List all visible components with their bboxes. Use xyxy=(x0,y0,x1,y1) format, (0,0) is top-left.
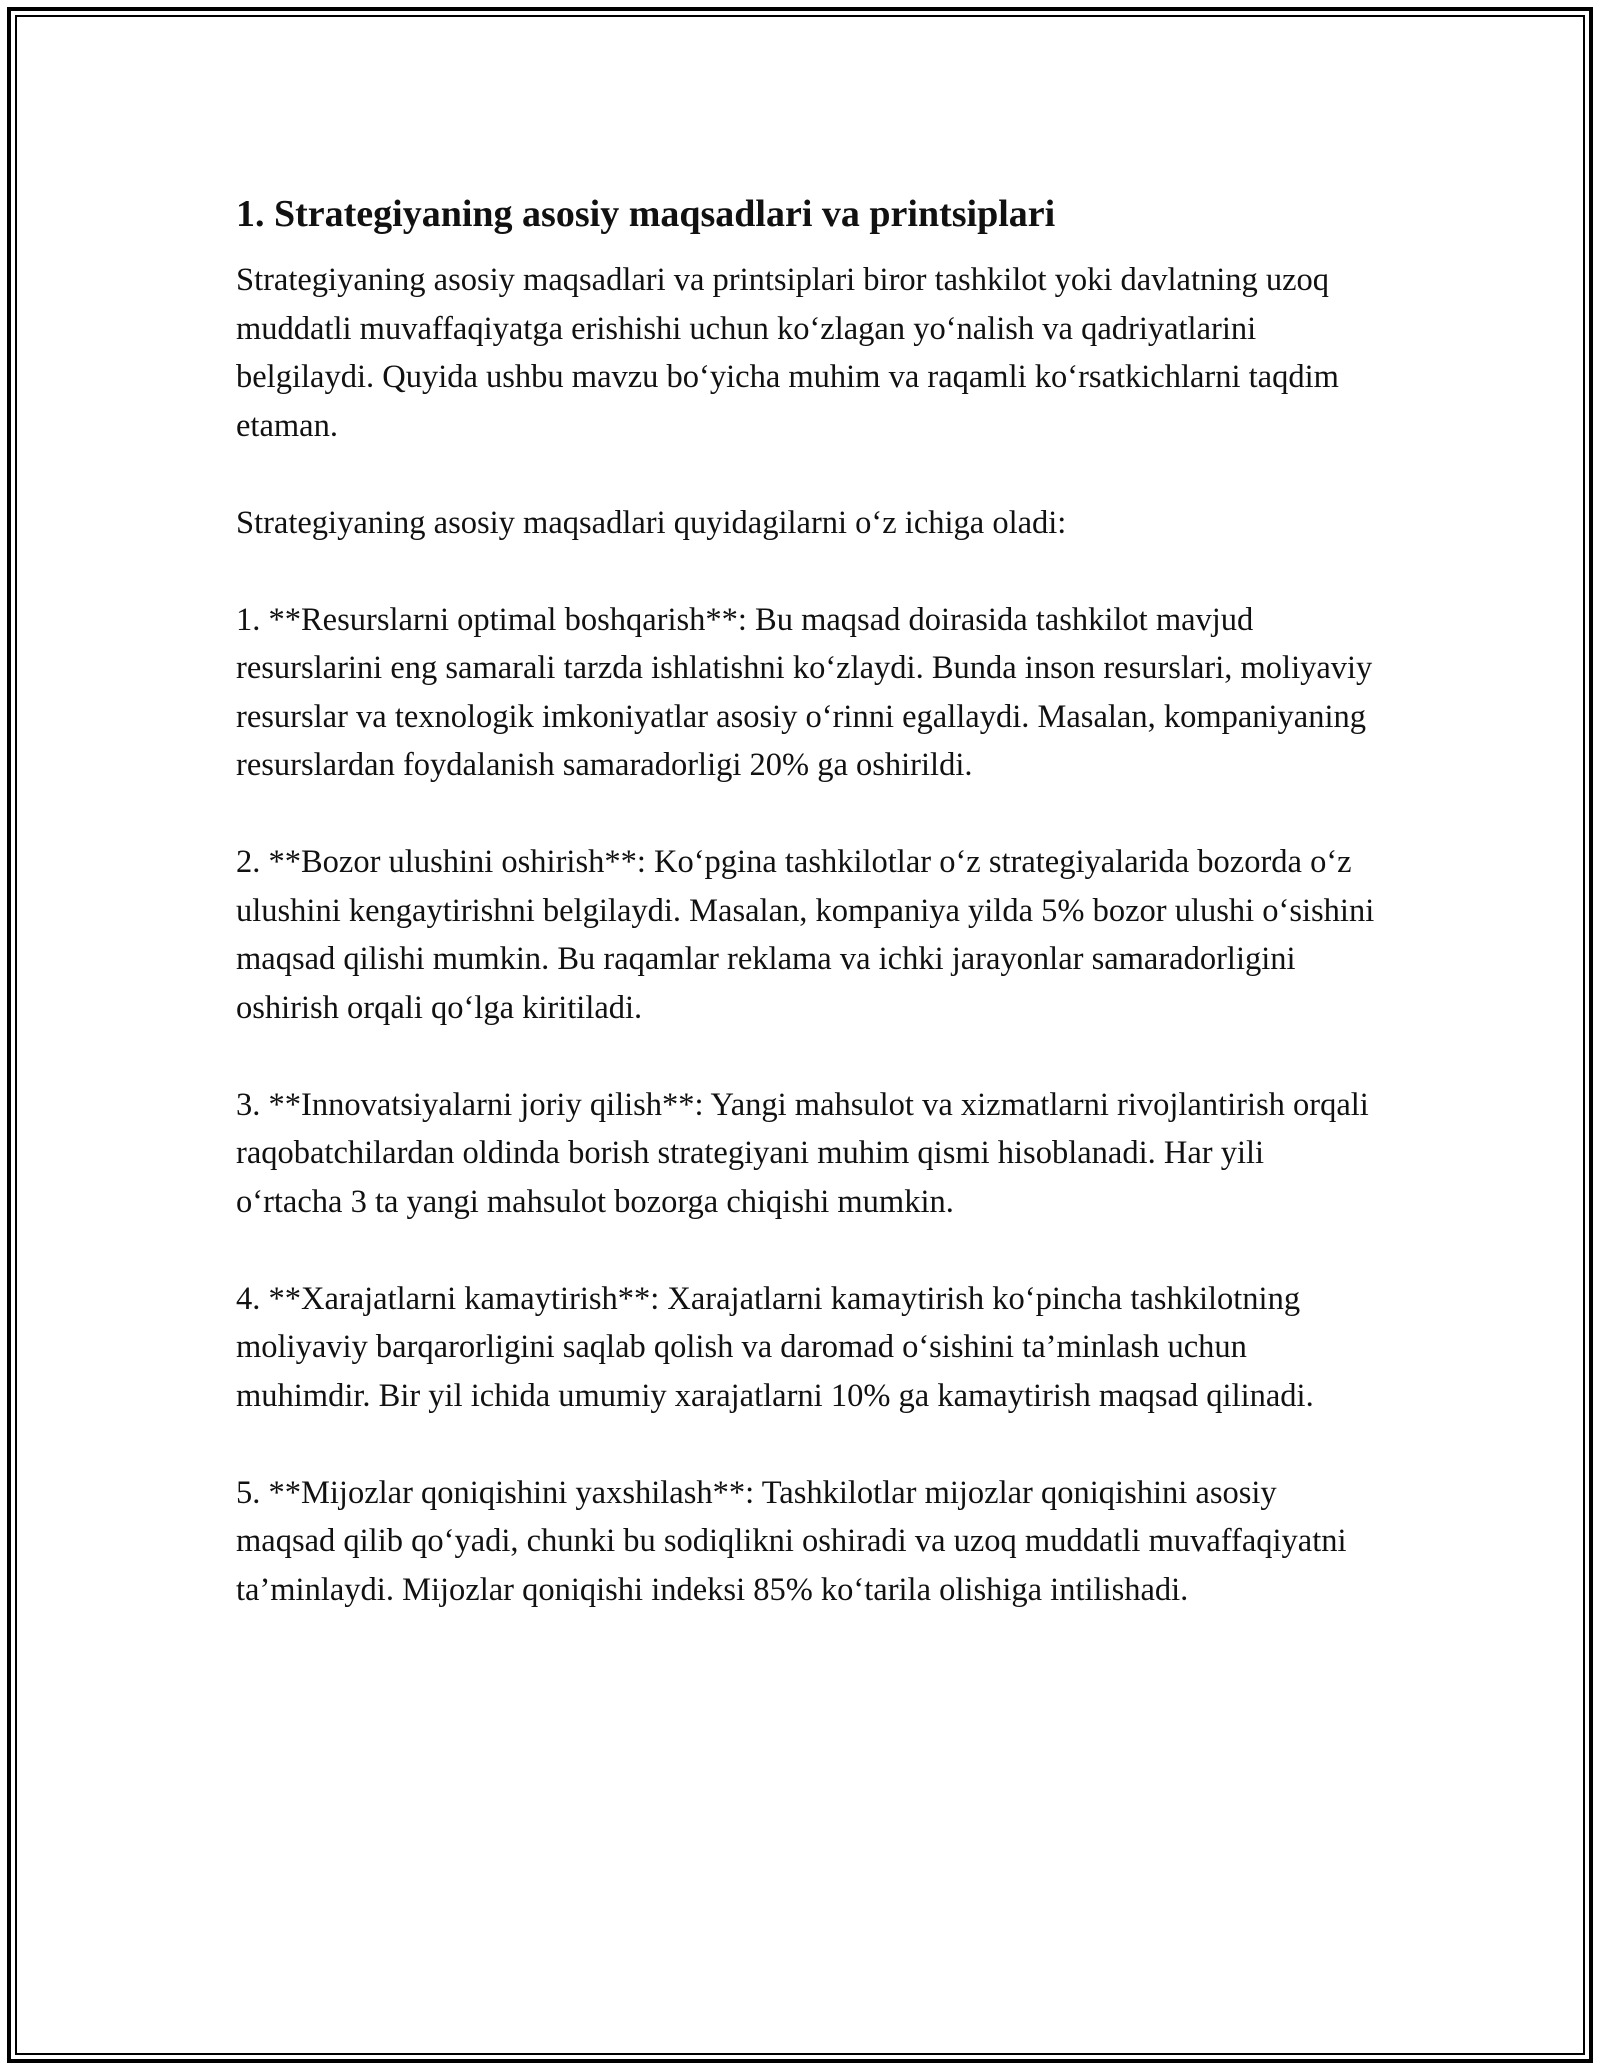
section-heading: 1. Strategiyaning asosiy maqsadlari va printsiplari xyxy=(236,193,1056,235)
intro-paragraph: Strategiyaning asosiy maqsadlari va printsiplari biror tashkilot yoki davlatning uzoq muddatli muvaffaqiyatga erishishi uchun ko‘zlagan yo‘nalish va qadriyatlarini belgilaydi. Quyida ushbu mavzu bo‘yicha muhim va raqamli ko‘rsatkichlarni taqdim etaman. xyxy=(236,262,1339,444)
goal-item-1: 1. **Resurslarni optimal boshqarish**: Bu maqsad doirasida tashkilot mavjud resurslarini eng samarali tarzda ishlatishni ko‘zlaydi. Bunda inson resurslari, moliyaviy resurslar va texnologik imkoniyatlar asosiy o‘rinni egallaydi. Masalan, kompaniyaning resurslardan foydalanish samaradorligi 20% ga oshirildi. xyxy=(236,601,1373,783)
goal-item-5: 5. **Mijozlar qoniqishini yaxshilash**: Tashkilotlar mijozlar qoniqishini asosiy maqsad qilib qo‘yadi, chunki bu sodiqlikni oshiradi va uzoq muddatli muvaffaqiyatni ta’minlaydi. Mijozlar qoniqishi indeksi 85% ko‘tarila olishiga intilishadi. xyxy=(236,1474,1347,1608)
goal-item-4: 4. **Xarajatlarni kamaytirish**: Xarajatlarni kamaytirish ko‘pincha tashkilotning moliyaviy barqarorligini saqlab qolish va daromad o‘sishini ta’minlash uchun muhimdir. Bir yil ichida umumiy xarajatlarni 10% ga kamaytirish maqsad qilinadi. xyxy=(236,1280,1314,1414)
goal-item-3: 3. **Innovatsiyalarni joriy qilish**: Yangi mahsulot va xizmatlarni rivojlantirish orqali raqobatchilardan oldinda borish strategiyani muhim qismi hisoblanadi. Har yili o‘rtacha 3 ta yangi mahsulot bozorga chiqishi mumkin. xyxy=(236,1086,1369,1220)
goals-intro-paragraph: Strategiyaning asosiy maqsadlari quyidagilarni o‘z ichiga oladi: xyxy=(236,504,1067,541)
goal-item-2: 2. **Bozor ulushini oshirish**: Ko‘pgina tashkilotlar o‘z strategiyalarida bozorda o‘z ulushini kengaytirishni belgilaydi. Masalan, kompaniya yilda 5% bozor ulushi o‘sishini maqsad qilishi mumkin. Bu raqamlar reklama va ichki jarayonlar samaradorligini oshirish orqali qo‘lga kiritiladi. xyxy=(236,844,1375,1026)
document-body xyxy=(236,186,1376,1663)
